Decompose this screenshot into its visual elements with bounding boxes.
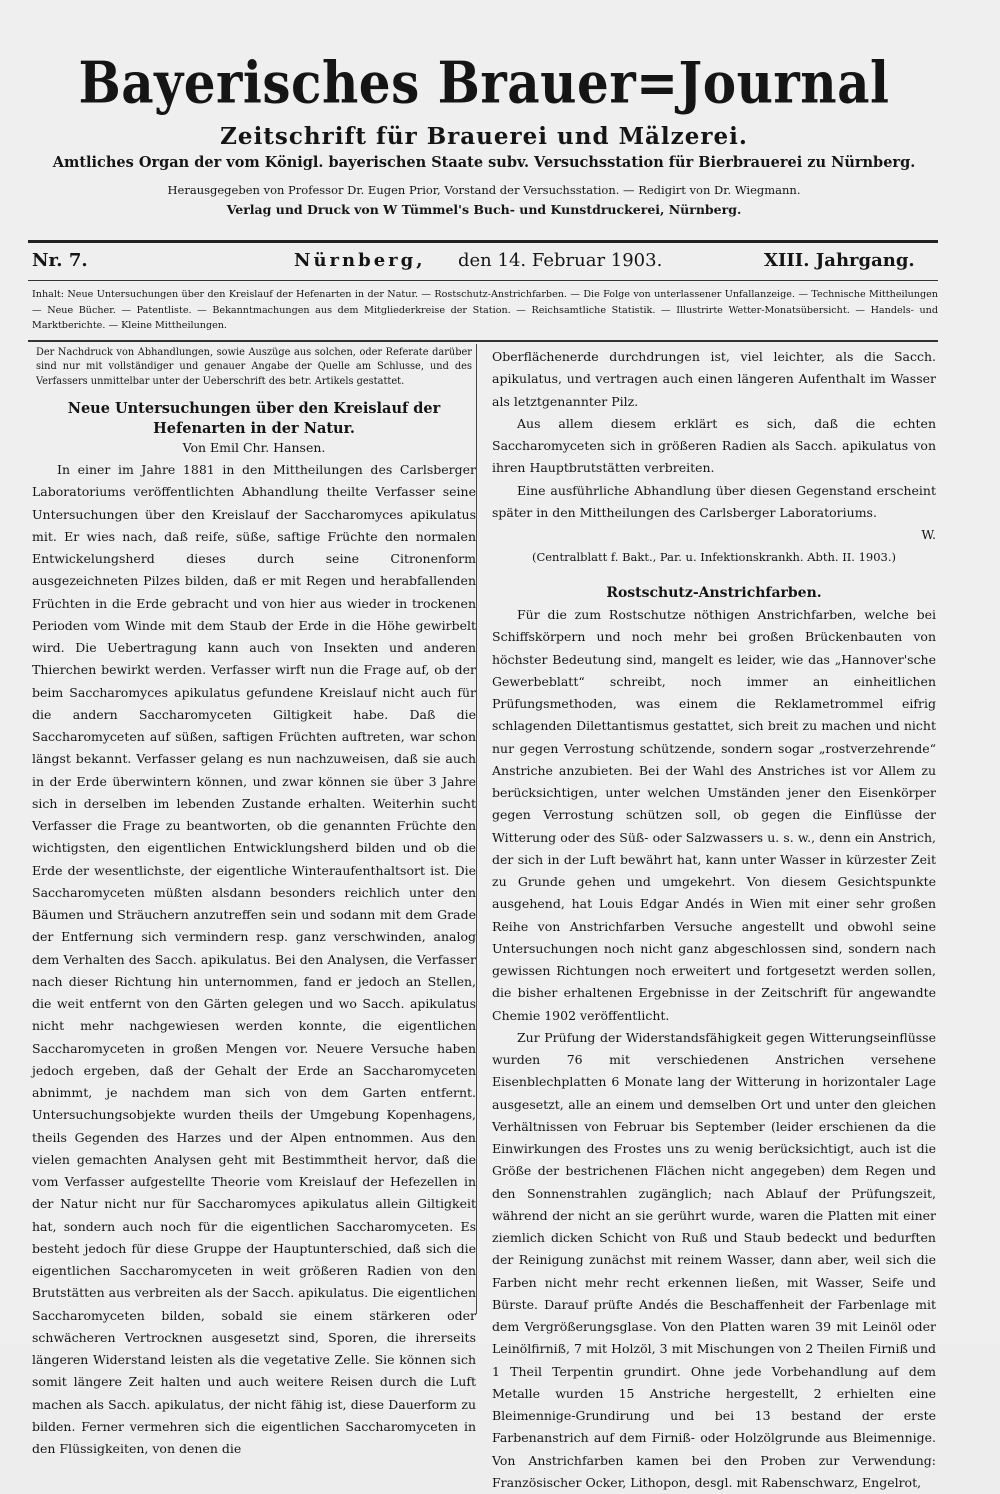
article-heading-hefe: Neue Untersuchungen über den Kreislauf der Hefenarten in der Natur. xyxy=(67,400,441,438)
official-organ-line: Amtliches Organ der vom Königl. bayerischen Staate subv. Versuchsstation für Bierbrauerei zu Nürnberg. xyxy=(52,154,916,171)
right-column xyxy=(492,346,936,1494)
article-continuation: Oberflächenerde durchdrungen ist, viel leichter, als die Sacch. apikulatus, und vertragen auch einen längeren Aufenthalt im Wasser als letztgenannter Pilz. xyxy=(492,349,936,409)
masthead-rule xyxy=(28,240,938,243)
left-column xyxy=(32,346,476,1460)
article-body-rostschutz-2: Zur Prüfung der Widerstandsfähigkeit gegen Witterungseinflüsse wurden 76 mit verschiedenen Anstrichen versehene Eisenblechplatten 6 Monate lang der Witterung in horizontaler Lage ausgesetzt, alle an einem und demselben Ort und unter den gleichen Verhältnissen von Februar bis September (leider erschienen da die Einwirkungen des Frostes uns zu wenig berücksichtigt, auch ist die Größe der bestrichenen Flächen nicht angegeben) dem Regen und den Sonnenstrahlen zugänglich; nach Ablauf der Prüfungszeit, während der nicht an sie gerührt wurde, waren die Platten mit einer ziemlich dicken Schicht von Ruß und Staub bedeckt und bedurften der Reinigung zunächst mit reinem Wasser, dann aber, weil sich die Farben nicht mehr recht erkennen ließen, mit Wasser, Seife und Bürste. Darauf prüfte Andés die Beschaffenheit der Farbenlage mit dem Vergrößerungsglase. Von den Platten waren 39 mit Leinöl oder Leinölfirniß, 7 mit Holzöl, 3 mit Mischungen von 2 Theilen Firniß und 1 Theil Terpentin grundirt. Ohne jede Vorbehandlung auf dem Metalle wurden 15 Anstriche hergestellt, 2 erhielten eine Bleimennige-Grundirung und bei 13 bestand der erste Farbenanstrich auf dem Firniß- oder Holzölgrunde aus Bleimennige. Von Anstrichfarben kamen bei den Proben zur Verwendung: Französischer Ocker, Lithopon, desgl. mit Rabenschwarz, Engelrot, xyxy=(492,1029,936,1490)
toc-rule xyxy=(28,340,938,342)
source-citation: (Centralblatt f. Bakt., Par. u. Infektionskrankh. Abth. II. 1903.) xyxy=(531,550,897,564)
issue-line xyxy=(32,250,932,276)
editor-line: Herausgegeben von Professor Dr. Eugen Prior, Vorstand der Versuchsstation. — Redigirt von Dr. Wiegmann. xyxy=(167,183,801,197)
column-divider xyxy=(476,344,477,1314)
issue-date: den 14. Februar 1903. xyxy=(458,250,663,271)
publisher-line: Verlag und Druck von W Tümmel's Buch- und Kunstdruckerei, Nürnberg. xyxy=(226,202,742,217)
issue-place: Nürnberg, xyxy=(294,250,426,271)
issue-volume: XIII. Jahrgang. xyxy=(764,250,915,271)
journal-subtitle: Zeitschrift für Brauerei und Mälzerei. xyxy=(220,123,748,150)
journal-title: Bayerisches Brauer=Journal xyxy=(78,48,890,117)
issue-rule xyxy=(28,280,938,281)
article-byline: Von Emil Chr. Hansen. xyxy=(182,440,326,456)
issue-number: Nr. 7. xyxy=(32,250,88,271)
table-of-contents: Inhalt: Neue Untersuchungen über den Kreislauf der Hefenarten in der Natur. — Rostschutz-Anstrichfarben. — Die Folge von unterlassener Unfallanzeige. — Technische Mittheilungen — Neue Bücher. — Patentliste. — Bekanntmachungen aus dem Mitgliederkreise der Station. — Reichsamtliche Statistik. — Illustrirte Wetter-Monatsübersicht. — Handels- und Marktberichte. — Kleine Mittheilungen. xyxy=(32,289,938,332)
article-body-rostschutz: Für die zum Rostschutze nöthigen Anstrichfarben, welche bei Schiffskörpern und noch mehr bei großen Brückenbauten von höchster Bedeutung sind, mangelt es leider, wie das „Hannover'sche Gewerbeblatt“ schreibt, noch immer an einheitlichen Prüfungsmethoden, was einem die Reklametrommel eifrig schlagenden Dilettantismus gestattet, sich breit zu machen und nicht nur gegen Verrostung schützende, sondern sogar „rostverzehrende“ Anstriche anzubieten. Bei der Wahl des Anstriches ist vor Allem zu berücksichtigen, unter welchen Umständen jener den Eisenkörper gegen Verrostung schützen soll, ob gegen die Einflüsse der Witterung oder des Süß- oder Salzwassers u. s. w., denn ein Anstrich, der sich in der Luft bewährt hat, kann unter Wasser in kürzester Zeit zu Grunde gehen und umgekehrt. Von diesem Gesichtspunkte ausgehend, hat Louis Edgar Andés in Wien mit einer sehr großen Reihe von Anstrichfarben Versuche angestellt und obwohl seine Untersuchungen noch nicht ganz abgeschlossen sind, sondern nach gewissen Richtungen noch erweitert und fortgesetzt werden sollen, die bisher erhaltenen Ergebnisse in der Zeitschrift für angewandte Chemie 1902 veröffentlicht. xyxy=(492,607,936,1023)
masthead xyxy=(28,48,940,220)
reprint-notice: Der Nachdruck von Abhandlungen, sowie Auszüge aus solchen, oder Referate darüber sind nur mit vollständiger und genauer Angabe der Quelle am Schlusse, und des Verfassers unmittelbar unter der Ueberschrift des betr. Artikels gestattet. xyxy=(36,347,472,387)
article-paragraph-2: Aus allem diesem erklärt es sich, daß die echten Saccharomyceten sich in größeren Radien als Sacch. apikulatus von ihren Hauptbrutstätten verbreiten. xyxy=(492,415,936,476)
article-body-hefe: In einer im Jahre 1881 in den Mittheilungen des Carlsberger Laboratoriums veröffentlichten Abhandlung theilte Verfasser seine Untersuchungen über den Kreislauf der Saccharomyces apikulatus mit. Er wies nach, daß reife, süße, saftige Früchte den normalen Entwickelungsherd dieses durch seine Citronenform ausgezeichneten Pilzes bilden, daß er mit Regen und herabfallenden Früchten in die Erde gebracht und von hier aus wieder in trockenen Perioden vom Winde mit dem Staub der Erde in die Höhe gewirbelt wird. Die Uebertragung kann auch von Insekten und anderen Thierchen bewirkt werden. Verfasser wirft nun die Frage auf, ob der beim Saccharomyces apikulatus gefundene Kreislauf nicht auch für die andern Saccharomyceten Giltigkeit habe. Daß die Saccharomyceten auf süßen, saftigen Früchten auftreten, war schon längst bekannt. Verfasser gelang es nun nachzuweisen, daß sie auch in der Erde überwintern können, und zwar können sie über 3 Jahre sich in derselben im lebenden Zustande erhalten. Weiterhin sucht Verfasser die Frage zu beantworten, ob die genannten Früchte den wichtigsten, den eigentlichen Entwicklungsherd bilden und ob die Erde der wesentlichste, der eigentliche Winteraufenthaltsort ist. Die Saccharomyceten müßten alsdann besonders reichlich unter den Bäumen und Sträuchern anzutreffen sein und sodann mit dem Grade der Entfernung sich vermindern resp. ganz verschwinden, analog dem Verhalten des Sacch. apikulatus. Bei den Analysen, die Verfasser nach dieser Richtung hin unternommen, fand er jedoch an Stellen, die weit entfernt von den Gärten gelegen und wo Sacch. apikulatus nicht mehr nachgewiesen werden konnte, die eigentlichen Saccharomyceten in großen Mengen vor. Neuere Versuche haben jedoch ergeben, daß der Gehalt der Erde an Saccharomyceten abnimmt, je nachdem man sich von dem Garten entfernt. Untersuchungsobjekte wurden theils der Umgebung Kopenhagens, theils Gegenden des Harzes und der Alpen entnommen. Aus den vielen gemachten Analysen geht mit Bestimmtheit hervor, daß die vom Verfasser aufgestellte Theorie vom Kreislauf der Hefezellen in der Natur nicht nur für Saccharomyces apikulatus allein Giltigkeit hat, sondern auch noch für die eigentlichen Saccharomyceten. Es besteht jedoch für diese Gruppe der Hauptunterschied, daß sich die eigentlichen Saccharomyceten in weit größeren Radien von den Brutstätten aus verbreiten als der Sacch. apikulatus. Die eigentlichen Saccharomyceten bilden, sobald sie einem stärkeren oder schwächeren Vertrocknen ausgesetzt sind, Sporen, die ihrerseits längeren Widerstand leisten als die vegetative Zelle. Sie können sich somit längere Zeit halten und auch weitere Reisen durch die Luft machen als Sacch. apikulatus, der nicht fähig ist, diese Dauerform zu bilden. Ferner vermehren sich die eigentlichen Saccharomyceten in den Flüssigkeiten, von denen die xyxy=(32,462,476,1457)
author-signature: W. xyxy=(921,527,936,542)
article-paragraph-3: Eine ausführliche Abhandlung über diesen Gegenstand erscheint später in den Mittheilungen des Carlsberger Laboratoriums. xyxy=(492,482,936,520)
article-heading-rostschutz: Rostschutz-Anstrichfarben. xyxy=(606,585,822,601)
